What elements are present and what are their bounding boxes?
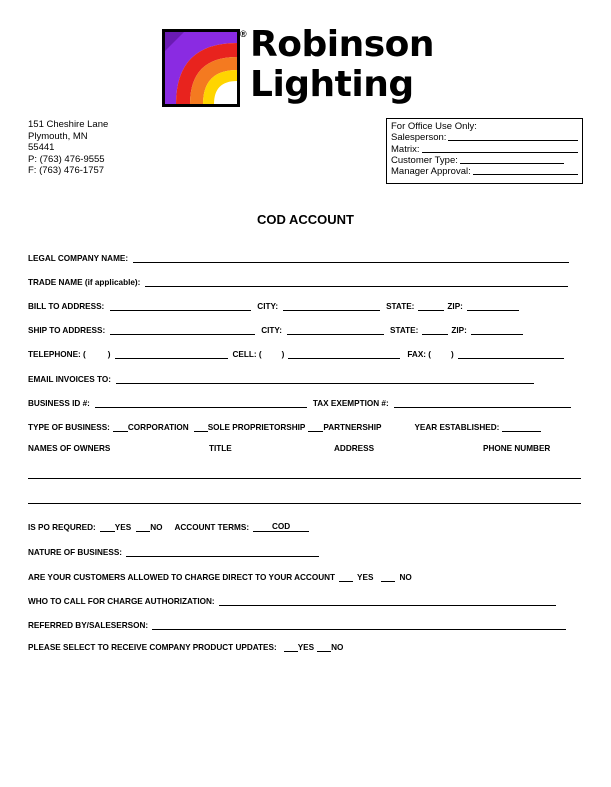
bill-zip-label: ZIP:	[447, 302, 463, 311]
email-row	[28, 372, 534, 384]
email-label: EMAIL INVOICES TO:	[28, 375, 111, 384]
address-phone: P: (763) 476-9555	[28, 153, 105, 165]
corporation-checkbox[interactable]	[113, 423, 128, 432]
updates-yes-checkbox[interactable]	[284, 643, 298, 652]
customer-type-field[interactable]	[460, 155, 564, 164]
updates-yes-label: YES	[297, 643, 315, 652]
owners-line-2[interactable]	[28, 503, 581, 504]
brand-name-line1: Robinson	[250, 24, 434, 65]
referred-by-label: REFERRED BY/SALESERSON:	[28, 621, 149, 630]
legal-name-row	[28, 251, 569, 263]
bill-state-label: STATE:	[386, 302, 415, 311]
year-established-field[interactable]	[502, 423, 541, 432]
tax-exemption-label: TAX EXEMPTION #:	[312, 399, 389, 408]
brand-name-line2: Lighting	[250, 64, 414, 105]
cell-paren-close: )	[281, 350, 285, 359]
salesperson-label: Salesperson:	[391, 132, 447, 144]
sole-prop-checkbox[interactable]	[194, 423, 208, 432]
ship-city-field[interactable]	[287, 326, 384, 335]
salesperson-field[interactable]	[448, 132, 578, 141]
cell-label: CELL: (	[232, 350, 262, 359]
account-terms-value[interactable]: COD	[253, 522, 309, 532]
type-of-business-row	[28, 420, 541, 432]
who-to-call-label: WHO TO CALL FOR CHARGE AUTHORIZATION:	[28, 597, 215, 606]
address-street: 151 Cheshire Lane	[28, 119, 109, 130]
business-id-row	[28, 396, 571, 408]
manager-approval-field[interactable]	[473, 166, 578, 175]
manager-approval-label: Manager Approval:	[391, 166, 471, 178]
product-updates-label: PLEASE SELECT TO RECEIVE COMPANY PRODUCT UPDATES:	[28, 643, 277, 652]
ship-to-row	[28, 323, 523, 335]
owners-col-title: TITLE	[209, 444, 232, 453]
ship-state-label: STATE:	[389, 326, 419, 335]
charge-no-checkbox[interactable]	[381, 573, 395, 582]
business-id-label: BUSINESS ID #:	[28, 399, 90, 408]
nature-row	[28, 545, 319, 557]
matrix-label: Matrix:	[391, 143, 420, 155]
referred-by-row	[28, 618, 566, 630]
ship-to-label: SHIP TO ADDRESS:	[28, 326, 106, 335]
office-use-box	[386, 118, 583, 184]
po-no-checkbox[interactable]	[136, 523, 150, 532]
telephone-field[interactable]	[115, 350, 228, 359]
bill-to-label: BILL TO ADDRESS:	[28, 302, 105, 311]
bill-state-field[interactable]	[418, 302, 444, 311]
address-city-state: Plymouth, MN	[28, 130, 88, 142]
trade-name-label: TRADE NAME (if applicable):	[28, 278, 141, 287]
referred-by-field[interactable]	[152, 621, 566, 630]
nature-field[interactable]	[126, 548, 319, 557]
updates-no-label: NO	[331, 643, 344, 652]
ship-zip-field[interactable]	[471, 326, 523, 335]
bill-zip-field[interactable]	[467, 302, 519, 311]
ship-state-field[interactable]	[422, 326, 448, 335]
po-yes-label: YES	[114, 523, 132, 532]
company-logo	[162, 24, 452, 111]
telephone-paren-close: )	[107, 350, 111, 359]
owners-col-names: NAMES OF OWNERS	[28, 444, 111, 453]
trade-name-field[interactable]	[145, 278, 568, 287]
po-required-row	[28, 520, 309, 532]
matrix-field[interactable]	[422, 144, 579, 153]
who-to-call-field[interactable]	[219, 597, 556, 606]
product-updates-row	[28, 640, 343, 652]
bill-to-row	[28, 299, 519, 311]
ship-to-field[interactable]	[110, 326, 255, 335]
nature-label: NATURE OF BUSINESS:	[28, 548, 123, 557]
rainbow-arc-icon	[162, 29, 240, 107]
ship-zip-label: ZIP:	[451, 326, 467, 335]
fax-label: FAX: (	[407, 350, 432, 359]
trade-name-row	[28, 275, 568, 287]
charge-yes-checkbox[interactable]	[339, 573, 353, 582]
phone-row	[28, 347, 564, 359]
partnership-checkbox[interactable]	[308, 423, 323, 432]
legal-name-field[interactable]	[133, 254, 569, 263]
charge-direct-row	[28, 570, 412, 582]
po-yes-checkbox[interactable]	[100, 523, 115, 532]
address-fax: F: (763) 476-1757	[28, 165, 105, 177]
address-zip: 55441	[28, 142, 55, 154]
po-no-label: NO	[150, 523, 163, 532]
telephone-label: TELEPHONE: (	[28, 350, 86, 359]
cell-field[interactable]	[288, 350, 400, 359]
corporation-label: CORPORATION	[127, 423, 189, 432]
bill-city-field[interactable]	[283, 302, 380, 311]
charge-yes-label: YES	[357, 573, 374, 582]
year-established-label: YEAR ESTABLISHED:	[414, 423, 500, 432]
company-address	[28, 119, 108, 177]
email-field[interactable]	[116, 375, 534, 384]
brand-name	[250, 25, 434, 105]
partnership-label: PARTNERSHIP	[323, 423, 382, 432]
who-to-call-row	[28, 594, 556, 606]
customer-type-label: Customer Type:	[391, 154, 458, 166]
charge-direct-label: ARE YOUR CUSTOMERS ALLOWED TO CHARGE DIRECT TO YOUR ACCOUNT	[28, 573, 336, 582]
updates-no-checkbox[interactable]	[317, 643, 331, 652]
fax-paren-close: )	[451, 350, 454, 359]
owners-col-address: ADDRESS	[334, 444, 375, 453]
ship-city-label: CITY:	[261, 326, 282, 335]
legal-name-label: LEGAL COMPANY NAME:	[28, 254, 129, 263]
tax-exemption-field[interactable]	[394, 399, 571, 408]
registered-mark: ®	[240, 29, 247, 39]
type-of-business-label: TYPE OF BUSINESS:	[28, 423, 110, 432]
charge-no-label: NO	[399, 573, 412, 582]
owners-col-phone: PHONE NUMBER	[483, 444, 551, 453]
sole-prop-label: SOLE PROPRIETORSHIP	[207, 423, 306, 432]
fax-field[interactable]	[458, 350, 564, 359]
owners-line-1[interactable]	[28, 478, 581, 479]
po-required-label: IS PO REQURED:	[28, 523, 96, 532]
form-title: COD ACCOUNT	[256, 212, 354, 227]
office-heading: For Office Use Only:	[391, 121, 477, 132]
account-terms-label: ACCOUNT TERMS:	[174, 523, 250, 532]
bill-city-label: CITY:	[257, 302, 279, 311]
bill-to-field[interactable]	[110, 302, 251, 311]
business-id-field[interactable]	[95, 399, 307, 408]
